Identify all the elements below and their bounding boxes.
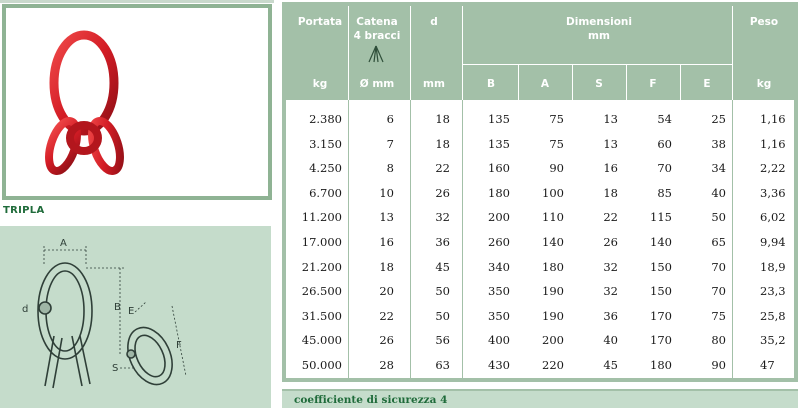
safety-factor-bar bbox=[282, 389, 798, 408]
header-catena-line1: Catena bbox=[356, 16, 398, 28]
product-photo-frame bbox=[2, 4, 272, 200]
cell-d: 18 bbox=[435, 136, 450, 151]
cell-peso: 3,36 bbox=[760, 185, 786, 200]
cell-peso: 47 bbox=[760, 358, 775, 372]
cell-a: 75 bbox=[549, 112, 564, 126]
cell-e: 40 bbox=[711, 185, 726, 200]
cell-catena: 20 bbox=[379, 284, 394, 299]
dimension-diagram-svg bbox=[0, 226, 271, 408]
cell-catena: 28 bbox=[379, 358, 394, 372]
cell-portata: 2.380 bbox=[309, 112, 342, 126]
cell-e: 38 bbox=[711, 136, 726, 151]
cell-portata: 45.000 bbox=[301, 333, 342, 348]
cell-a: 190 bbox=[542, 308, 564, 323]
dim-label-a: A bbox=[60, 238, 67, 249]
cell-f: 54 bbox=[657, 112, 672, 126]
cell-b: 135 bbox=[488, 112, 510, 126]
header-catena-line2: 4 bracci bbox=[353, 30, 401, 42]
unit-portata: kg bbox=[312, 78, 328, 90]
cell-portata: 21.200 bbox=[301, 259, 342, 274]
cell-s: 22 bbox=[603, 210, 618, 225]
cell-s: 16 bbox=[603, 161, 618, 176]
cell-s: 26 bbox=[603, 235, 618, 249]
cell-peso: 35,2 bbox=[760, 333, 786, 348]
cell-d: 26 bbox=[435, 185, 450, 200]
cell-a: 140 bbox=[542, 235, 564, 249]
cell-catena: 22 bbox=[379, 308, 394, 323]
cell-a: 220 bbox=[542, 358, 564, 372]
cell-e: 25 bbox=[711, 112, 726, 126]
cell-catena: 10 bbox=[379, 185, 394, 200]
cell-s: 40 bbox=[603, 333, 618, 348]
cell-portata: 3.150 bbox=[309, 136, 342, 151]
cell-b: 135 bbox=[488, 136, 510, 151]
product-name-label: TRIPLA bbox=[3, 205, 45, 216]
cell-b: 340 bbox=[488, 259, 510, 274]
top-rule bbox=[0, 0, 274, 3]
dim-label-d: d bbox=[22, 304, 29, 315]
cell-catena: 18 bbox=[379, 259, 394, 274]
cell-e: 34 bbox=[711, 161, 726, 176]
chain-arms-icon bbox=[368, 45, 384, 63]
unit-d: mm bbox=[423, 78, 445, 90]
cell-peso: 2,22 bbox=[760, 161, 786, 176]
cell-catena: 6 bbox=[386, 112, 394, 126]
cell-peso: 18,9 bbox=[760, 259, 786, 274]
cell-s: 32 bbox=[603, 284, 618, 299]
cell-d: 36 bbox=[435, 235, 450, 249]
cell-peso: 23,3 bbox=[760, 284, 786, 299]
cell-f: 85 bbox=[657, 185, 672, 200]
cell-a: 110 bbox=[542, 210, 564, 225]
cell-s: 36 bbox=[603, 308, 618, 323]
cell-a: 200 bbox=[542, 333, 564, 348]
unit-peso: kg bbox=[756, 78, 772, 90]
cell-catena: 13 bbox=[379, 210, 394, 225]
col-header-e: E bbox=[703, 78, 711, 90]
cell-f: 150 bbox=[650, 284, 672, 299]
col-header-f: F bbox=[649, 78, 657, 90]
cell-f: 170 bbox=[650, 308, 672, 323]
cell-a: 90 bbox=[549, 161, 564, 176]
technical-diagram bbox=[0, 226, 271, 408]
cell-catena: 26 bbox=[379, 333, 394, 348]
cell-portata: 50.000 bbox=[301, 358, 342, 372]
cell-d: 50 bbox=[435, 284, 450, 299]
cell-e: 90 bbox=[711, 358, 726, 372]
cell-portata: 4.250 bbox=[309, 161, 342, 176]
cell-portata: 26.500 bbox=[301, 284, 342, 299]
cell-a: 180 bbox=[542, 259, 564, 274]
cell-peso: 1,16 bbox=[760, 136, 786, 151]
cell-b: 400 bbox=[488, 333, 510, 348]
dim-label-e: E bbox=[128, 306, 135, 317]
cell-b: 200 bbox=[488, 210, 510, 225]
cell-portata: 6.700 bbox=[309, 185, 342, 200]
cell-catena: 7 bbox=[386, 136, 394, 151]
cell-e: 80 bbox=[711, 333, 726, 348]
cell-peso: 9,94 bbox=[760, 235, 786, 249]
cell-d: 22 bbox=[435, 161, 450, 176]
cell-catena: 16 bbox=[379, 235, 394, 249]
cell-s: 32 bbox=[603, 259, 618, 274]
cell-d: 32 bbox=[435, 210, 450, 225]
col-header-a: A bbox=[540, 78, 550, 90]
specifications-table bbox=[282, 2, 798, 382]
cell-d: 45 bbox=[435, 259, 450, 274]
dim-label-f: F bbox=[176, 340, 182, 351]
cell-peso: 1,16 bbox=[760, 112, 786, 126]
header-portata: Portata bbox=[297, 16, 343, 28]
cell-a: 75 bbox=[549, 136, 564, 151]
dim-label-b: B bbox=[114, 302, 121, 313]
cell-d: 50 bbox=[435, 308, 450, 323]
dim-label-s: S bbox=[112, 363, 119, 374]
safety-factor-note: coefficiente di sicurezza 4 bbox=[294, 394, 448, 406]
cell-e: 75 bbox=[711, 308, 726, 323]
cell-b: 160 bbox=[488, 161, 510, 176]
cell-e: 70 bbox=[711, 259, 726, 274]
cell-f: 60 bbox=[657, 136, 672, 151]
cell-b: 260 bbox=[488, 235, 510, 249]
cell-catena: 8 bbox=[386, 161, 394, 176]
table-header bbox=[286, 6, 794, 100]
cell-peso: 25,8 bbox=[760, 308, 786, 323]
cell-e: 70 bbox=[711, 284, 726, 299]
cell-f: 70 bbox=[657, 161, 672, 176]
col-header-s: S bbox=[595, 78, 603, 90]
cell-e: 50 bbox=[711, 210, 726, 225]
cell-s: 13 bbox=[603, 136, 618, 151]
cell-portata: 31.500 bbox=[301, 308, 342, 323]
cell-b: 430 bbox=[488, 358, 510, 372]
cell-d: 18 bbox=[435, 112, 450, 126]
cell-f: 170 bbox=[650, 333, 672, 348]
master-link-photo bbox=[6, 8, 268, 196]
cell-d: 56 bbox=[435, 333, 450, 348]
cell-a: 190 bbox=[542, 284, 564, 299]
cell-b: 350 bbox=[488, 284, 510, 299]
header-dimensioni-line2: mm bbox=[588, 30, 610, 42]
cell-f: 115 bbox=[650, 210, 672, 225]
cell-peso: 6,02 bbox=[760, 210, 786, 225]
cell-b: 180 bbox=[488, 185, 510, 200]
cell-a: 100 bbox=[542, 185, 564, 200]
cell-s: 13 bbox=[603, 112, 618, 126]
cell-portata: 11.200 bbox=[301, 210, 342, 225]
header-dimensioni-line1: Dimensioni bbox=[566, 16, 632, 28]
col-header-b: B bbox=[486, 78, 495, 90]
cell-b: 350 bbox=[488, 308, 510, 323]
cell-s: 18 bbox=[603, 185, 618, 200]
header-peso: Peso bbox=[749, 16, 779, 28]
header-d: d bbox=[430, 16, 438, 28]
cell-f: 140 bbox=[650, 235, 672, 249]
cell-e: 65 bbox=[711, 235, 726, 249]
cell-s: 45 bbox=[603, 358, 618, 372]
cell-d: 63 bbox=[435, 358, 450, 372]
unit-catena: Ø mm bbox=[359, 78, 395, 90]
cell-f: 150 bbox=[650, 259, 672, 274]
cell-f: 180 bbox=[650, 358, 672, 372]
cell-portata: 17.000 bbox=[301, 235, 342, 249]
